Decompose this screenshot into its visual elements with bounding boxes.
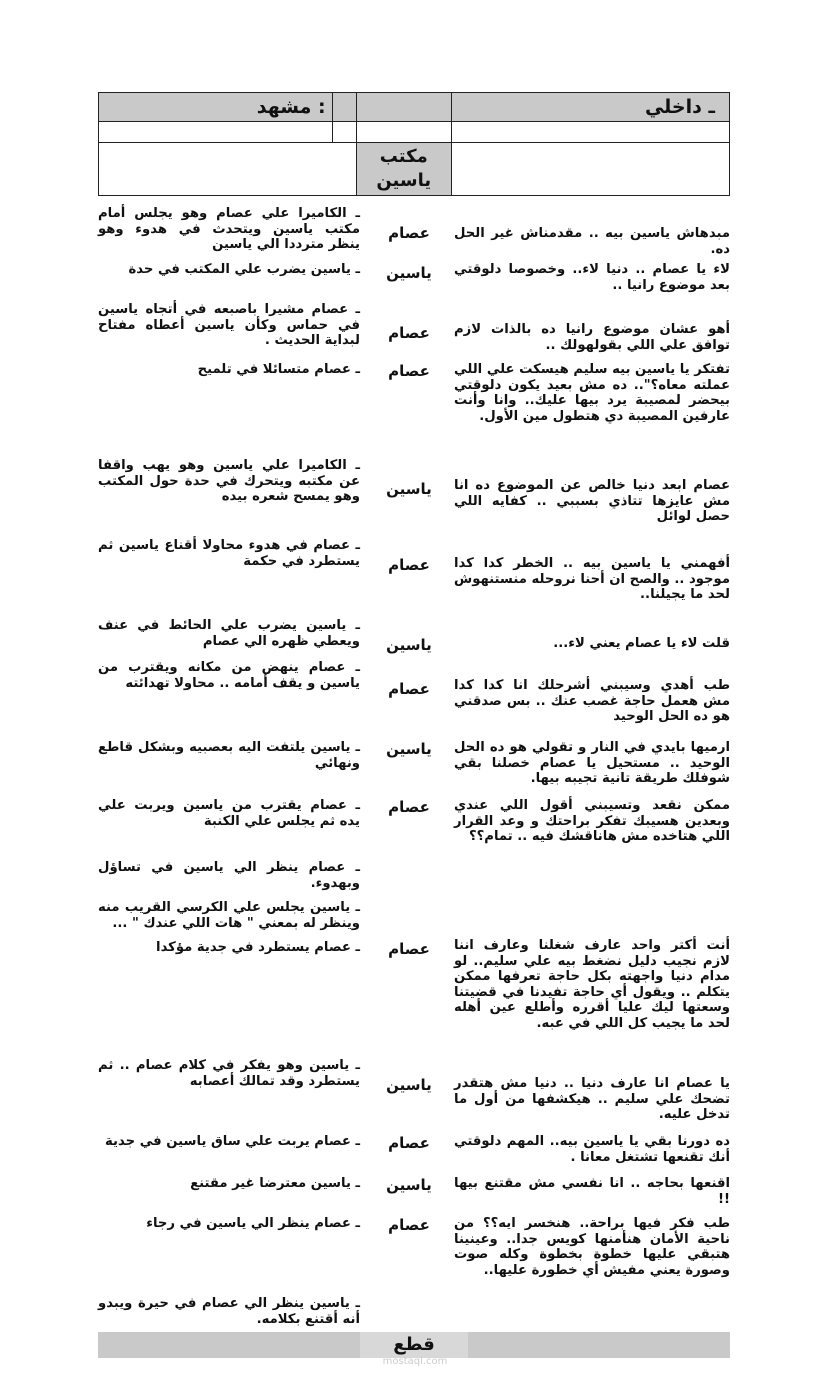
cut-label: قطع [393,1334,435,1355]
dialogue-line: ده دورنا بقي يا ياسين بيه.. المهم دلوقتي أنك تقنعها تشتغل معانا . [454,1134,730,1165]
dialogue-line: لاء يا عصام .. دنيا لاء.. وخصوصا دلوقتي بعد موضوع رانيا .. [454,262,730,293]
action-direction: ـ ياسين يضرب علي المكتب في حدة [128,262,360,277]
dialogue-line: أهو عشان موضوع رانيا ده بالذات لازم توافق علي اللي بقولهولك .. [454,322,730,353]
location-type-label: ـ داخلي [451,93,729,122]
action-direction: ـ عصام يقترب من ياسين ويربت علي يده ثم يجلس علي الكنبة [98,798,360,829]
action-direction: ـ عصام يستطرد في جدية مؤكدا [156,940,360,955]
scene-number-cell [332,93,356,122]
character-name: ياسين [386,636,432,654]
character-name: عصام [388,556,430,574]
character-name: عصام [388,1216,430,1234]
action-direction: ـ ياسين وهو يفكر في كلام عصام .. ثم يستطرد وقد تمالك أعصابه [98,1058,360,1089]
action-direction: ـ الكاميرا علي ياسين وهو يهب واقفا عن مكتبه ويتحرك في حدة حول المكتب وهو يمسح شعره بيده [98,458,360,505]
dialogue-line: قلت لاء يا عصام يعني لاء... [553,636,730,651]
dialogue-line: عصام ابعد دنيا خالص عن الموضوع ده انا مش عايزها تتاذي بسببي .. كفايه اللي حصل لوائل [454,478,730,525]
dialogue-line: أفهمني يا ياسين بيه .. الخطر كدا كدا موجود .. والصح ان أحنا نروحله منستنهوش لحد ما يجيلنا.. [454,556,730,603]
character-name: عصام [388,362,430,380]
character-name: عصام [388,324,430,342]
scene-number-label: مشهد : [99,93,333,122]
character-name: ياسين [386,740,432,758]
action-direction: ـ ياسين ينظر الي عصام في حيرة ويبدو أنه أقتنع بكلامه. [98,1296,360,1327]
character-name: ياسين [386,1076,432,1094]
character-name: عصام [388,940,430,958]
character-name: ياسين [386,480,432,498]
dialogue-line: تفتكر يا ياسين بيه سليم هيسكت علي اللي عملته معاه؟".. ده مش بعيد يكون دلوقتي بيحضر لمصيبة يرد بيها عليك.. وانا وأنت عارفين المصيبة دي هتطول مين الأول. [454,362,730,424]
action-direction: ـ عصام مشيرا باصبعه في أتجاه ياسين في حماس وكأن ياسين أعطاه مفتاح لبداية الحديث . [98,302,360,349]
action-direction: ـ ياسين يضرب علي الحائط في عنف ويعطي ظهره الي عصام [98,618,360,649]
action-direction: ـ عصام متسائلا في تلميح [197,362,360,377]
watermark: mostaql.com [382,1356,448,1367]
header-empty-cell [99,143,357,196]
dialogue-line: مبدهاش ياسين بيه .. مقدمناش غير الحل ده. [454,226,730,257]
character-name: عصام [388,224,430,242]
dialogue-line: يا عصام انا عارف دنيا .. دنيا مش هتقدر تضحك علي سليم .. هيكشفها من أول ما تدخل عليه. [454,1076,730,1123]
header-blank-cell [356,93,451,122]
dialogue-line: طب أهدي وسيبني أشرحلك انا كدا كدا مش هعمل حاجة غصب عنك .. بس صدقني هو ده الحل الوحيد [454,678,730,725]
character-name: عصام [388,680,430,698]
action-direction: ـ عصام ينظر الي ياسين في رجاء [146,1216,360,1231]
header-empty-cell [451,143,729,196]
dialogue-line: أنت أكتر واحد عارف شغلنا وعارف اننا لازم نجيب دليل نضغط بيه علي سليم.. لو مدام دنيا واجهته بكل حاجة تعرفها ممكن يتكلم .. ويقول أي حاجة تفيدنا في قضيتنا وسعتها ليك عليا أقرره وأطلع عين أهله لحد ما يجيب كل اللي في عبه. [454,938,730,1031]
scene-place-label: مكتب ياسين [356,143,451,196]
action-direction: ـ ياسين يجلس علي الكرسي القريب منه وينظر له بمعني " هات اللي عندك " ... [98,900,360,931]
dialogue-line: اقنعها بحاجه .. انا نفسي مش مقتنع بيها !! [454,1176,730,1207]
action-direction: ـ عصام يربت علي ساق ياسين في جدية [105,1134,360,1149]
action-direction: ـ عصام ينهض من مكانه ويقترب من ياسين و يقف أمامه .. محاولا تهدائته [98,660,360,691]
scene-header-table [98,92,730,196]
action-direction: ـ عصام في هدوء محاولا أقناع ياسين ثم يستطرد في حكمة [98,538,360,569]
character-name: عصام [388,798,430,816]
character-name: ياسين [386,264,432,282]
action-direction: ـ ياسين معترضا غير مقتنع [190,1176,360,1191]
dialogue-line: ارميها بايدي في النار و تقولي هو ده الحل الوحيد .. مستحيل يا عصام خصلنا بقي شوفلك طريقة تانية تجيبه بيها. [454,740,730,787]
action-direction: ـ ياسين يلتفت اليه بعصبيه وبشكل قاطع ونهائي [98,740,360,771]
dialogue-line: طب فكر فيها براحة.. هنخسر ايه؟؟ من ناحية الأمان هنأمنها كويس جدا.. وعينينا هتبقي عليها خطوة بخطوة وكله صوت وصورة يعني مفيش أي خطورة عليها.. [454,1216,730,1278]
character-name: عصام [388,1134,430,1152]
character-name: ياسين [386,1176,432,1194]
dialogue-line: ممكن نقعد وتسيبني أقول اللي عندي وبعدين هسيبك تفكر براحتك و وعد القرار اللي هتاخده مش هاناقشك فيه .. تمام؟؟ [454,798,730,845]
action-direction: ـ الكاميرا علي عصام وهو يجلس أمام مكتب ياسين ويتحدث في هدوء وهو ينظر مترددا الي ياسين [98,206,360,253]
action-direction: ـ عصام ينظر الي ياسين في تساؤل وبهدوء. [98,860,360,891]
scene-end-bar [98,1332,730,1358]
